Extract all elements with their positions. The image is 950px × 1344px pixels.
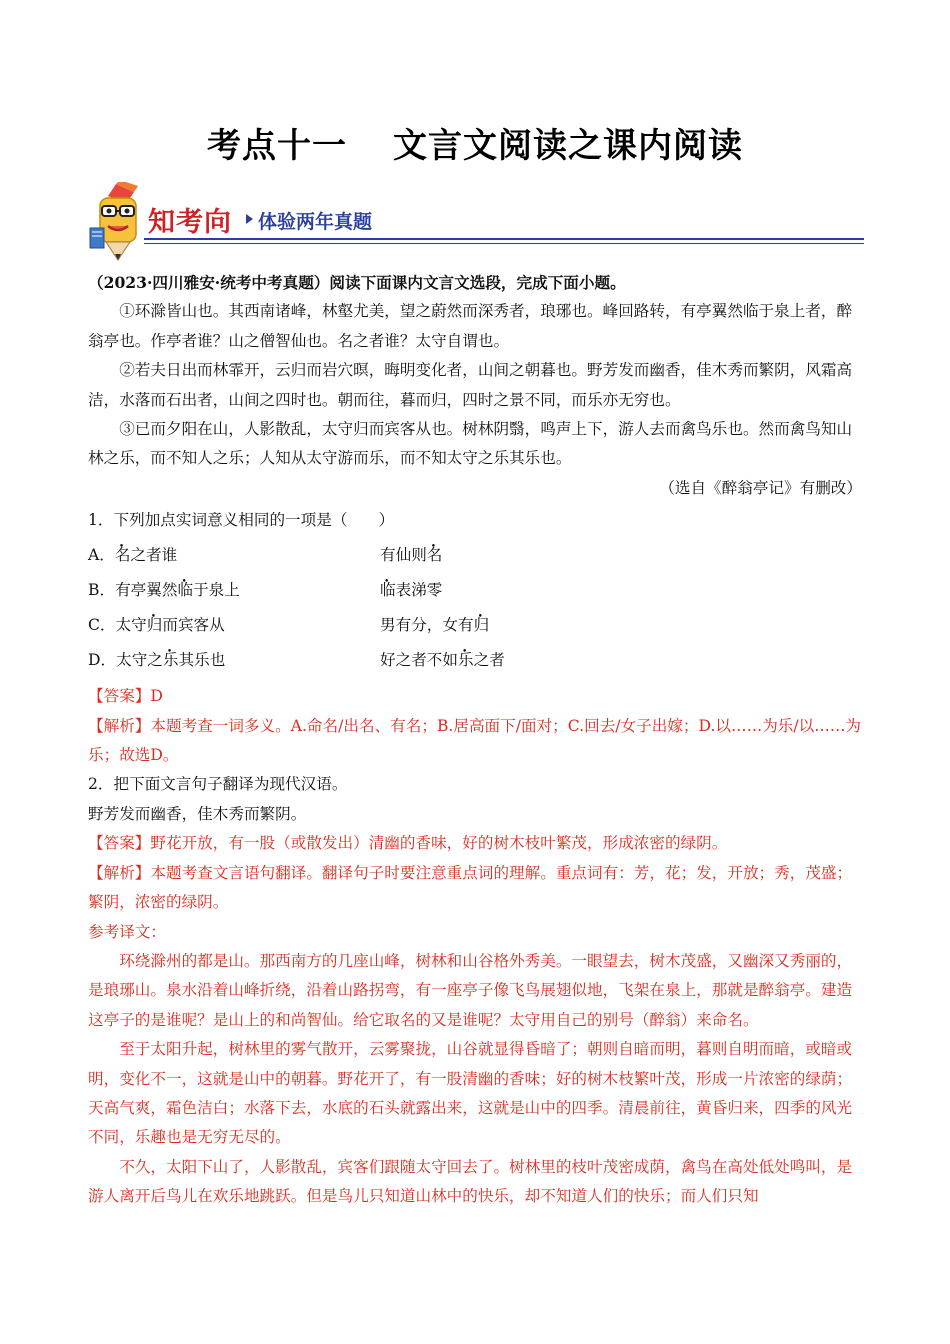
banner-main-label: 知考向 <box>148 207 232 238</box>
dotted-char: 归 <box>473 616 490 635</box>
reference-heading: 参考译文： <box>88 922 166 941</box>
banner-rule-thin <box>144 243 864 244</box>
dotted-char: 归 <box>146 616 163 635</box>
title-part1: 考点十一 <box>207 126 347 166</box>
reference-paragraph-1: 环绕滁州的都是山。那西南方的几座山峰，树林和山谷格外秀美。一眼望去，树木茂盛，又幽深又秀丽的，是琅琊山。泉水沿着山峰折绕，沿着山路拐弯，有一座亭子像飞鸟展翅似地，飞架在泉上，那就是醉翁亭。建造这亭子的是谁呢？是山上的和尚智仙。给它取名的又是谁呢？太守用自己的别号（醉翁）来命名。 <box>88 951 853 1029</box>
section-banner <box>86 182 864 262</box>
triangle-arrow-icon <box>246 214 253 224</box>
passage-paragraph-2: ②若夫日出而林霏开，云归而岩穴暝，晦明变化者，山间之朝暮也。野芳发而幽香，佳木秀而繁阴，风霜高洁，水落而石出者，山间之四时也。朝而往，暮而归，四时之景不同，而乐亦无穷也。 <box>88 361 853 409</box>
page-title <box>0 118 950 167</box>
q1-analysis: 【解析】本题考查一词多义。A.命名/出名、有名；B.居高面下/面对；C.回去/女子出嫁；D.以……为乐/以……为乐；故选D。 <box>88 716 862 765</box>
q1-option-d: D．太守之乐其乐也 好之者不如乐之者 <box>88 651 505 670</box>
q2-analysis: 【解析】本题考查文言语句翻译。翻译句子时要注意重点词的理解。重点词有：芳，花；发，开放；秀，茂盛；繁阴，浓密的绿阴。 <box>88 863 853 912</box>
reference-paragraph-3: 不久，太阳下山了，人影散乱，宾客们跟随太守回去了。树林里的枝叶茂密成荫，禽鸟在高处低处鸣叫，是游人离开后鸟儿在欢乐地跳跃。但是鸟儿只知道山林中的快乐，却不知道人们的快乐；而人们只知 <box>88 1157 853 1206</box>
passage-citation: （选自《醉翁亭记》有删改） <box>659 478 862 497</box>
passage-paragraph-1: ①环滁皆山也。其西南诸峰，林壑尤美，望之蔚然而深秀者，琅琊也。峰回路转，有亭翼然临于泉上者，醉翁亭也。作亭者谁？山之僧智仙也。名之者谁？太守自谓也。 <box>88 302 853 350</box>
q2-stem: 2．把下面文言句子翻译为现代汉语。 <box>88 775 348 794</box>
question-source: （2023·四川雅安·统考中考真题）阅读下面课内文言文选段，完成下面小题。 <box>88 273 626 292</box>
reference-paragraph-2: 至于太阳升起，树林里的雾气散开，云雾聚拢，山谷就显得昏暗了；朝则自暗而明，暮则自明而暗，或暗或明，变化不一，这就是山中的朝暮。野花开了，有一股清幽的香味；好的树木枝繁叶茂，形成一片浓密的绿荫；天高气爽，霜色洁白；水落下去，水底的石头就露出来，这就是山中的四季。清晨前往，黄昏归来，四季的风光不同，乐趣也是无穷无尽的。 <box>88 1040 853 1147</box>
passage-paragraph-3: ③已而夕阳在山，人影散乱，太守归而宾客从也。树林阴翳，鸣声上下，游人去而禽鸟乐也。然而禽鸟知山林之乐，而不知人之乐；人知从太守游而乐，而不知太守之乐其乐也。 <box>88 420 853 468</box>
title-part2: 文言文阅读之课内阅读 <box>393 126 743 166</box>
q1-option-c: C．太守归而宾客从 男有分，女有归 <box>88 616 490 635</box>
dotted-char: 临 <box>177 581 194 600</box>
dotted-char: 临 <box>380 581 396 600</box>
document-body <box>88 268 862 1212</box>
dotted-char: 乐 <box>162 651 179 670</box>
q2-sentence: 野芳发而幽香，佳木秀而繁阴。 <box>88 804 307 823</box>
q1-option-a: A．名之者谁 有仙则名 <box>88 546 443 565</box>
dotted-char: 乐 <box>457 651 474 670</box>
banner-rule <box>144 238 864 240</box>
banner-sub-label: 体验两年真题 <box>258 211 373 233</box>
q2-answer: 【答案】野花开放，有一股（或散发出）清幽的香味，好的树木枝叶繁茂，形成浓密的绿阴。 <box>88 834 728 853</box>
q1-stem: 1．下列加点实词意义相同的一项是（ ） <box>88 511 395 530</box>
q1-answer: 【答案】D <box>88 687 163 706</box>
pencil-mascot-icon <box>86 182 150 262</box>
q1-option-b: B．有亭翼然临于泉上 临表涕零 <box>88 581 443 600</box>
dotted-char: 名 <box>114 546 131 565</box>
dotted-char: 名 <box>426 546 443 565</box>
